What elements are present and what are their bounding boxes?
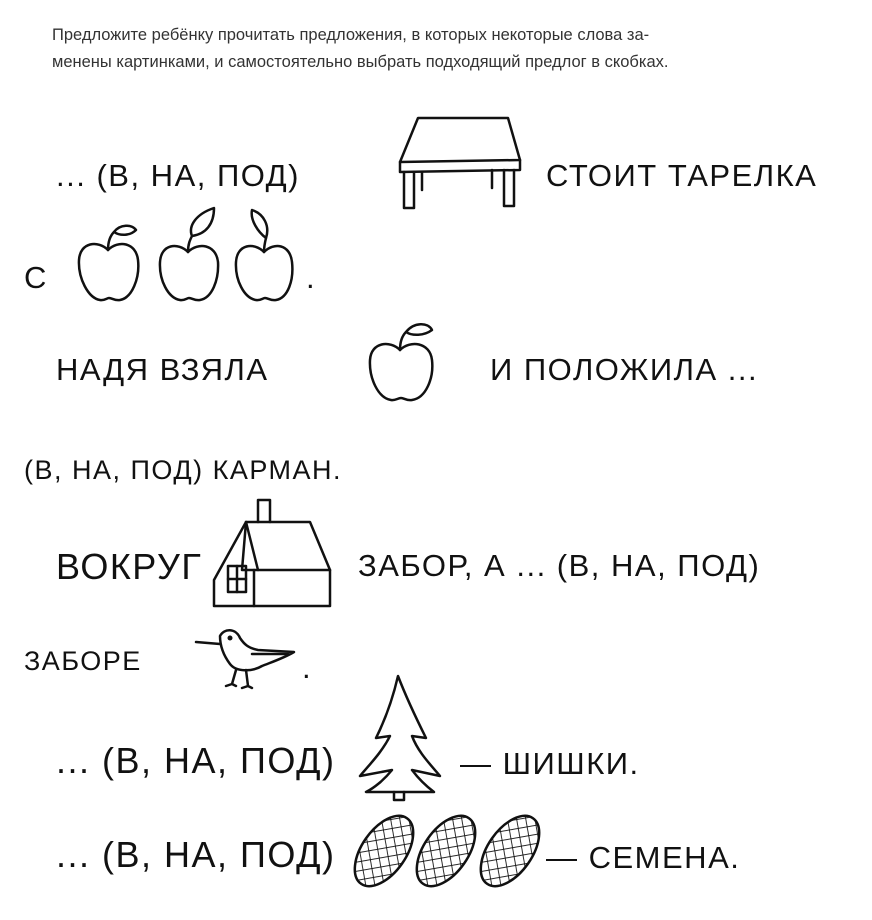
apple-icon [74, 220, 144, 304]
apple-icon [366, 318, 438, 404]
apple-icon [156, 206, 222, 304]
sentence-1-with: С [24, 260, 48, 295]
sentence-3-middle: ЗАБОР, А ... (В, НА, ПОД) [358, 548, 761, 583]
instruction-text [52, 22, 842, 76]
sentence-2-middle: И ПОЛОЖИЛА ... [490, 352, 759, 387]
sentence-5-start: ... (В, НА, ПОД) [56, 834, 336, 875]
seed-icon [472, 808, 548, 894]
sentence-3-start: ВОКРУГ [56, 546, 203, 587]
instruction-line-2: менены картинками, и самостоятельно выбрать подходящий предлог в скобках. [52, 53, 669, 71]
table-icon [396, 112, 524, 214]
sentence-1-start: ... (В, НА, ПОД) [56, 158, 300, 193]
sentence-2-end: (В, НА, ПОД) КАРМАН. [24, 455, 343, 485]
apple-icon [232, 208, 296, 304]
bird-icon [192, 624, 298, 692]
sentence-1-end: . [306, 260, 317, 295]
house-icon [212, 494, 336, 608]
sentence-3-on-fence: ЗАБОРЕ [24, 646, 142, 676]
sentence-4-start: ... (В, НА, ПОД) [56, 740, 336, 781]
sentence-4-end: — ШИШКИ. [460, 746, 640, 781]
sentence-3-end: . [302, 650, 313, 685]
sentence-5-end: — СЕМЕНА. [546, 840, 741, 875]
sentence-1-middle: СТОИТ ТАРЕЛКА [546, 158, 818, 193]
sentence-2-start: НАДЯ ВЗЯЛА [56, 352, 269, 387]
instruction-line-1: Предложите ребёнку прочитать предложения, в которых некоторые слова за- [52, 26, 650, 44]
fir-tree-icon [356, 672, 444, 802]
